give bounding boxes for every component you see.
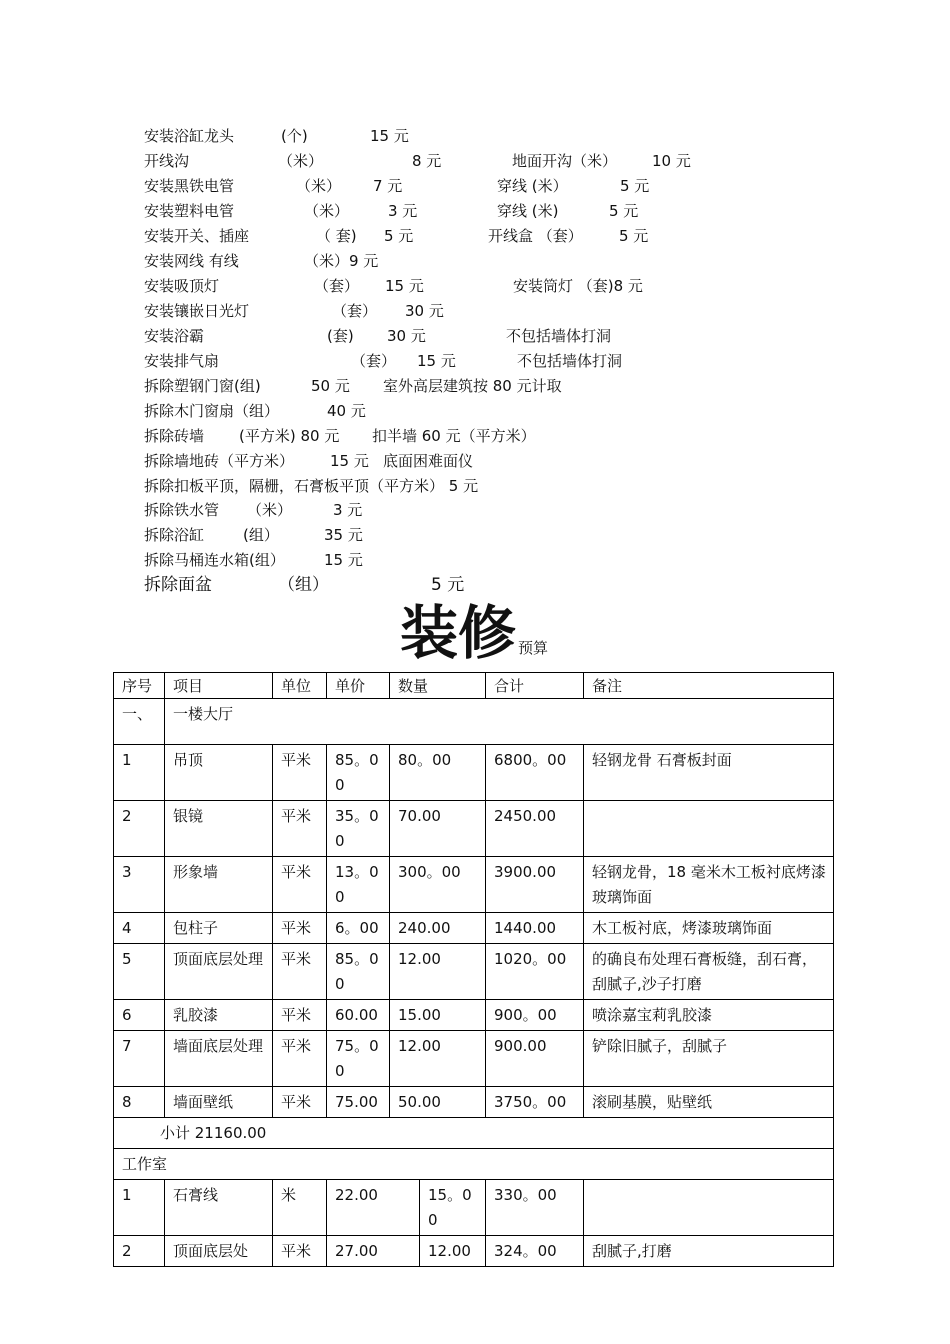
table-row	[114, 1031, 834, 1087]
line-cell: 底面困难面仪	[383, 452, 474, 470]
line-cell: 5 元	[384, 227, 414, 245]
cell-price: 75。00	[327, 1031, 390, 1087]
cell-total: 330。00	[486, 1180, 584, 1236]
line-cell: 拆除塑钢门窗(组)	[144, 377, 261, 395]
section-name: 一楼大厅	[165, 699, 834, 745]
cell-unit: 平米	[273, 944, 327, 1000]
table-row	[114, 944, 834, 1000]
cell-item: 墙面壁纸	[165, 1087, 273, 1118]
cell-total: 2450.00	[486, 801, 584, 857]
line-cell: 安装吸顶灯	[144, 277, 220, 295]
cell-item: 墙面底层处理	[165, 1031, 273, 1087]
line-cell: 安装排气扇	[144, 352, 220, 370]
cell-no: 3	[114, 857, 165, 913]
cell-item: 形象墙	[165, 857, 273, 913]
line-cell: 10 元	[652, 152, 691, 170]
line-cell: 安装浴霸	[144, 327, 205, 345]
line-cell: 3 元	[333, 501, 363, 519]
table-row	[114, 913, 834, 944]
line-cell: 3 元	[388, 202, 418, 220]
line-cell: 拆除马桶连水箱(组）	[144, 551, 285, 569]
cell-total: 6800。00	[486, 745, 584, 801]
cell-note: 轻钢龙骨，18 毫米木工板衬底烤漆玻璃饰面	[584, 857, 834, 913]
line-cell: (组）	[243, 526, 279, 544]
line-cell: 拆除铁水管	[144, 501, 220, 519]
line-cell: 不包括墙体打洞	[506, 327, 612, 345]
cell-note: 喷涂嘉宝莉乳胶漆	[584, 1000, 834, 1031]
line-cell: (个)	[281, 127, 308, 145]
table-header-row	[114, 673, 834, 699]
table-row	[114, 1236, 834, 1267]
header-cell: 项目	[165, 673, 273, 699]
cell-item: 石膏线	[165, 1180, 273, 1236]
line-cell: 安装黑铁电管	[144, 177, 235, 195]
cell-qty: 300。00	[390, 857, 486, 913]
subtotal: 小计 21160.00	[114, 1118, 834, 1149]
cell-price: 75.00	[327, 1087, 390, 1118]
line-cell: 5 元	[431, 575, 465, 595]
cell-price: 60.00	[327, 1000, 390, 1031]
line-cell: （套）	[332, 302, 378, 320]
cell-item: 吊顶	[165, 745, 273, 801]
line-cell: 拆除木门窗扇（组）	[144, 402, 280, 420]
cell-note: 刮腻子,打磨	[584, 1236, 834, 1267]
cell-price: 35。00	[327, 801, 390, 857]
line-cell: 安装镶嵌日光灯	[144, 302, 250, 320]
section-number: 一、	[114, 699, 165, 745]
cell-qty: 15.00	[390, 1000, 486, 1031]
section-name: 工作室	[114, 1149, 834, 1180]
cell-note: 轻钢龙骨 石膏板封面	[584, 745, 834, 801]
cell-qty: 80。00	[390, 745, 486, 801]
cell-unit: 平米	[273, 1000, 327, 1031]
line-cell: 穿线 (米)	[497, 202, 559, 220]
budget-title	[400, 598, 548, 668]
line-cell: 15 元	[330, 452, 369, 470]
cell-item: 乳胶漆	[165, 1000, 273, 1031]
cell-no: 8	[114, 1087, 165, 1118]
cell-price: 85。00	[327, 944, 390, 1000]
line-cell: 7 元	[373, 177, 403, 195]
cell-item: 顶面底层处理	[165, 944, 273, 1000]
section-row	[114, 1149, 834, 1180]
header-cell: 合计	[486, 673, 584, 699]
header-cell: 数量	[390, 673, 486, 699]
cell-qty: 12.00	[390, 1031, 486, 1087]
line-cell: 30 元	[387, 327, 426, 345]
cell-no: 6	[114, 1000, 165, 1031]
line-cell: 拆除扣板平顶，隔栅，石膏板平顶（平方米） 5 元	[144, 477, 479, 495]
title-main: 装修	[400, 599, 517, 667]
line-cell: 5 元	[609, 202, 639, 220]
header-cell: 序号	[114, 673, 165, 699]
cell-unit: 平米	[273, 857, 327, 913]
cell-unit: 平米	[273, 801, 327, 857]
header-cell: 单价	[327, 673, 390, 699]
line-cell: 拆除浴缸	[144, 526, 205, 544]
cell-total: 900。00	[486, 1000, 584, 1031]
cell-item: 银镜	[165, 801, 273, 857]
cell-no: 4	[114, 913, 165, 944]
line-cell: 拆除面盆	[144, 575, 212, 595]
cell-total: 1020。00	[486, 944, 584, 1000]
table-row	[114, 1180, 834, 1236]
cell-unit: 平米	[273, 1236, 327, 1267]
header-cell: 单位	[273, 673, 327, 699]
line-cell: （米）	[278, 152, 324, 170]
cell-note: 滚刷基膜，贴壁纸	[584, 1087, 834, 1118]
line-cell: 15 元	[324, 551, 363, 569]
line-cell: 35 元	[324, 526, 363, 544]
title-sub: 预算	[518, 639, 549, 657]
table-row	[114, 745, 834, 801]
subtotal-row	[114, 1118, 834, 1149]
line-cell: 拆除砖墙	[144, 427, 205, 445]
cell-price: 27.00	[327, 1236, 420, 1267]
cell-total: 3900.00	[486, 857, 584, 913]
cell-qty: 240.00	[390, 913, 486, 944]
line-cell: （套）	[314, 277, 360, 295]
line-cell: （组）	[278, 575, 329, 595]
line-cell: 50 元	[311, 377, 350, 395]
line-cell: 安装浴缸龙头	[144, 127, 235, 145]
line-cell: 地面开沟（米）	[512, 152, 618, 170]
cell-price: 22.00	[327, 1180, 420, 1236]
cell-no: 1	[114, 1180, 165, 1236]
line-cell: （套）	[351, 352, 397, 370]
line-cell: 安装网线 有线	[144, 252, 239, 270]
header-cell: 备注	[584, 673, 834, 699]
cell-no: 7	[114, 1031, 165, 1087]
line-cell: （米）	[247, 501, 293, 519]
line-cell: (平方米) 80 元	[239, 427, 340, 445]
cell-price: 85。00	[327, 745, 390, 801]
line-cell: （米）	[304, 202, 350, 220]
table-row	[114, 857, 834, 913]
cell-no: 5	[114, 944, 165, 1000]
cell-qty: 12.00	[420, 1236, 486, 1267]
cell-no: 2	[114, 801, 165, 857]
table-row	[114, 1000, 834, 1031]
line-cell: 40 元	[327, 402, 366, 420]
cell-price: 6。00	[327, 913, 390, 944]
cell-total: 900.00	[486, 1031, 584, 1087]
cell-price: 13。00	[327, 857, 390, 913]
line-cell: 5 元	[619, 227, 649, 245]
line-cell: 安装筒灯 （套)8 元	[513, 277, 643, 295]
cell-item: 顶面底层处	[165, 1236, 273, 1267]
cell-qty: 70.00	[390, 801, 486, 857]
cell-qty: 15。00	[420, 1180, 486, 1236]
line-cell: 穿线 (米）	[497, 177, 568, 195]
cell-no: 2	[114, 1236, 165, 1267]
cell-total: 1440.00	[486, 913, 584, 944]
line-cell: （米）9 元	[304, 252, 379, 270]
cell-note: 的确良布处理石膏板缝，刮石膏，刮腻子,沙子打磨	[584, 944, 834, 1000]
line-cell: 安装塑料电管	[144, 202, 235, 220]
cell-unit: 平米	[273, 1087, 327, 1118]
table-row	[114, 1087, 834, 1118]
cell-qty: 12.00	[390, 944, 486, 1000]
budget-table	[113, 672, 834, 1267]
cell-note	[584, 801, 834, 857]
cell-total: 3750。00	[486, 1087, 584, 1118]
cell-note	[584, 1180, 834, 1236]
line-cell: 扣半墙 60 元（平方米）	[372, 427, 536, 445]
line-cell: (套)	[327, 327, 354, 345]
cell-no: 1	[114, 745, 165, 801]
cell-note: 铲除旧腻子，刮腻子	[584, 1031, 834, 1087]
line-cell: 不包括墙体打洞	[517, 352, 623, 370]
cell-unit: 平米	[273, 913, 327, 944]
cell-note: 木工板衬底，烤漆玻璃饰面	[584, 913, 834, 944]
line-cell: 30 元	[405, 302, 444, 320]
line-cell: （米）	[296, 177, 342, 195]
cell-unit: 米	[273, 1180, 327, 1236]
line-cell: 15 元	[370, 127, 409, 145]
line-cell: 15 元	[417, 352, 456, 370]
cell-total: 324。00	[486, 1236, 584, 1267]
line-cell: 开线沟	[144, 152, 190, 170]
line-cell: 安装开关、插座	[144, 227, 250, 245]
line-cell: 5 元	[620, 177, 650, 195]
line-cell: （ 套)	[316, 227, 357, 245]
cell-item: 包柱子	[165, 913, 273, 944]
line-cell: 室外高层建筑按 80 元计取	[383, 377, 562, 395]
cell-unit: 平米	[273, 1031, 327, 1087]
line-cell: 8 元	[412, 152, 442, 170]
cell-qty: 50.00	[390, 1087, 486, 1118]
section-row	[114, 699, 834, 745]
line-cell: 拆除墙地砖（平方米）	[144, 452, 295, 470]
line-cell: 开线盒 （套）	[488, 227, 583, 245]
table-row	[114, 801, 834, 857]
cell-unit: 平米	[273, 745, 327, 801]
line-cell: 15 元	[385, 277, 424, 295]
